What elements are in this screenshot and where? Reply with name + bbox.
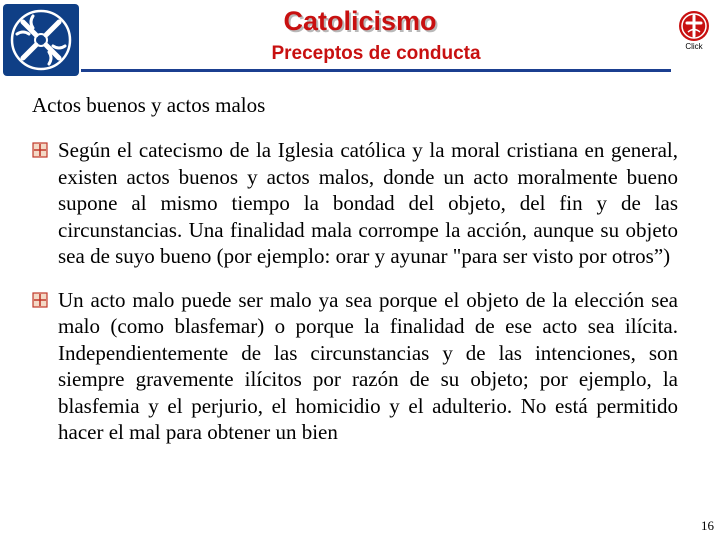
bullet-list xyxy=(32,137,678,446)
page-number: 16 xyxy=(701,518,714,533)
bullet-text: Un acto malo puede ser malo ya sea porque el objeto de la elección sea malo (como blasfemar) o porque la finalidad de ese acto sea ilícita. Independientemente de las circunstancias y de las intenciones, son siempre gravemente ilícitos por razón de su objeto; por ejemplo, la blasfemia y el perjurio, el homicidio y el adulterio. No está permitido hacer el mal para obtener un bien xyxy=(58,287,678,444)
catholic-cross-circle-icon xyxy=(678,10,710,42)
click-button[interactable] xyxy=(674,10,714,51)
bullet-text: Según el catecismo de la Iglesia católica y la moral cristiana en general, existen actos buenos y actos malos, donde un acto moralmente bueno supone al mismo tiempo la bondad del objeto, del fin y de las circunstancias. Una finalidad mala corrompe la acción, aunque su objeto sea de suyo bueno (por ejemplo: orar y ayunar "para ser visto por otros”) xyxy=(58,138,678,268)
bullet-item xyxy=(32,287,678,446)
header-divider xyxy=(81,69,671,72)
cross-square-bullet-icon xyxy=(32,142,48,158)
bullet-item xyxy=(32,137,678,270)
section-heading: Actos buenos y actos malos xyxy=(32,93,266,117)
page-subtitle: Preceptos de conducta xyxy=(271,43,481,64)
cross-square-bullet-icon xyxy=(32,292,48,308)
click-label: Click xyxy=(685,42,703,51)
page-title: Catolicismo xyxy=(283,6,437,36)
